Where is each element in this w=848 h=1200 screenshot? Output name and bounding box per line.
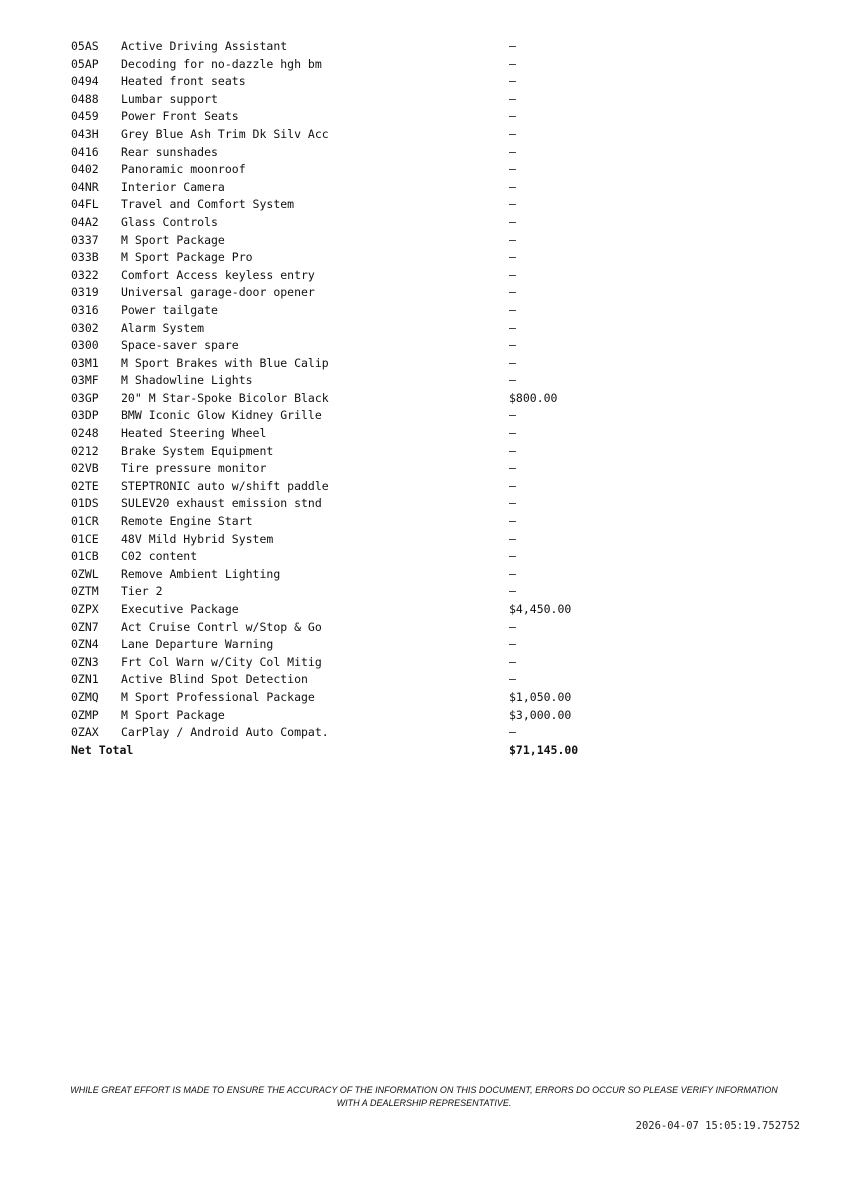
option-code: 0494: [71, 74, 99, 89]
option-description: C02 content: [121, 549, 198, 564]
option-price: —: [509, 197, 516, 212]
option-price: —: [509, 478, 516, 493]
option-row: [71, 91, 591, 109]
option-price: —: [509, 619, 516, 634]
option-row: [71, 232, 591, 250]
option-price: —: [509, 267, 516, 282]
option-row: [71, 407, 591, 425]
option-description: BMW Iconic Glow Kidney Grille: [121, 408, 322, 423]
option-description: Remote Engine Start: [121, 514, 253, 529]
option-row: [71, 214, 591, 232]
option-description: M Shadowline Lights: [121, 373, 253, 388]
option-code: 04NR: [71, 179, 99, 194]
option-code: 0ZWL: [71, 566, 99, 581]
option-code: 02VB: [71, 461, 99, 476]
option-code: 0248: [71, 426, 99, 441]
option-code: 033B: [71, 250, 99, 265]
option-description: Alarm System: [121, 320, 205, 335]
option-row: [71, 671, 591, 689]
option-code: 03GP: [71, 390, 99, 405]
option-price: —: [509, 549, 516, 564]
option-code: 0ZN3: [71, 654, 99, 669]
net-total-value: $71,145.00: [509, 742, 579, 757]
option-description: Interior Camera: [121, 179, 225, 194]
option-price: $800.00: [509, 390, 558, 405]
option-row: [71, 267, 591, 285]
option-description: Power Front Seats: [121, 109, 239, 124]
option-row: [71, 355, 591, 373]
option-code: 01CB: [71, 549, 99, 564]
option-code: 0322: [71, 267, 99, 282]
option-code: 0300: [71, 338, 99, 353]
option-description: Universal garage-door opener: [121, 285, 315, 300]
option-price: —: [509, 725, 516, 740]
option-row: [71, 495, 591, 513]
option-description: Heated Steering Wheel: [121, 426, 267, 441]
option-description: Lumbar support: [121, 91, 218, 106]
option-row: [71, 56, 591, 74]
option-row: [71, 566, 591, 584]
option-row: [71, 126, 591, 144]
option-row: [71, 179, 591, 197]
option-row: [71, 302, 591, 320]
option-code: 0ZPX: [71, 602, 99, 616]
option-description: CarPlay / Android Auto Compat.: [121, 725, 329, 740]
option-code: 01DS: [71, 496, 99, 511]
option-row: [71, 108, 591, 126]
option-price: —: [509, 285, 516, 300]
option-price: —: [509, 426, 516, 441]
print-timestamp: 2026-04-07 15:05:19.752752: [635, 1120, 800, 1132]
option-row: [71, 583, 591, 601]
option-row: [71, 724, 591, 742]
option-row: [71, 548, 591, 566]
option-code: 0ZTM: [71, 584, 99, 599]
option-code: 043H: [71, 126, 99, 141]
option-code: 01CR: [71, 514, 99, 529]
option-price: —: [509, 373, 516, 388]
option-code: 0ZN4: [71, 637, 99, 652]
option-code: 0212: [71, 443, 99, 458]
option-code: 04FL: [71, 197, 99, 212]
option-price: —: [509, 56, 516, 71]
option-code: 0302: [71, 320, 99, 335]
option-row: [71, 320, 591, 338]
option-description: Glass Controls: [121, 214, 218, 229]
option-code: 0459: [71, 109, 99, 124]
option-price: —: [509, 126, 516, 141]
option-code: 0ZMQ: [71, 689, 99, 704]
option-description: Executive Package: [121, 602, 239, 616]
option-description: Frt Col Warn w/City Col Mitig: [121, 654, 322, 669]
option-description: M Sport Package: [121, 232, 225, 247]
option-row: [71, 636, 591, 654]
option-row: [71, 531, 591, 549]
option-row: [71, 144, 591, 162]
option-code: 0ZAX: [71, 725, 99, 740]
option-description: M Sport Brakes with Blue Calip: [121, 355, 329, 370]
option-code: 05AP: [71, 56, 99, 71]
option-row: [71, 689, 591, 707]
option-description: Remove Ambient Lighting: [121, 566, 281, 581]
option-price: —: [509, 338, 516, 353]
option-price: —: [509, 214, 516, 229]
option-code: 0ZN1: [71, 672, 99, 687]
option-price: —: [509, 461, 516, 476]
option-price: —: [509, 654, 516, 669]
option-description: Brake System Equipment: [121, 443, 274, 458]
option-row: [71, 460, 591, 478]
option-code: 0ZMP: [71, 707, 99, 722]
option-code: 0ZN7: [71, 619, 99, 634]
option-row: [71, 372, 591, 390]
option-row: [71, 73, 591, 91]
option-row: [71, 513, 591, 531]
option-description: Tier 2: [121, 584, 163, 599]
options-table: [71, 38, 591, 759]
option-description: Space-saver spare: [121, 338, 239, 353]
option-description: Decoding for no-dazzle hgh bm: [121, 56, 322, 71]
option-code: 0488: [71, 91, 99, 106]
option-price: —: [509, 355, 516, 370]
option-description: Active Blind Spot Detection: [121, 672, 308, 687]
option-code: 0416: [71, 144, 99, 159]
option-row: [71, 390, 591, 408]
option-description: Panoramic moonroof: [121, 162, 246, 177]
option-price: —: [509, 408, 516, 423]
option-row: [71, 425, 591, 443]
option-row: [71, 38, 591, 56]
net-total-label: Net Total: [71, 742, 134, 757]
option-price: —: [509, 320, 516, 335]
option-price: —: [509, 531, 516, 546]
option-rows: [71, 38, 591, 742]
option-description: M Sport Package Pro: [121, 250, 253, 265]
option-price: $3,000.00: [509, 707, 572, 722]
option-row: [71, 337, 591, 355]
option-row: [71, 601, 591, 619]
option-code: 0402: [71, 162, 99, 177]
option-description: Comfort Access keyless entry: [121, 267, 315, 282]
option-price: —: [509, 584, 516, 599]
option-row: [71, 707, 591, 725]
option-description: Tire pressure monitor: [121, 461, 267, 476]
option-price: —: [509, 496, 516, 511]
option-price: —: [509, 144, 516, 159]
option-description: M Sport Package: [121, 707, 225, 722]
option-code: 01CE: [71, 531, 99, 546]
option-price: —: [509, 179, 516, 194]
option-description: 48V Mild Hybrid System: [121, 531, 274, 546]
option-description: Grey Blue Ash Trim Dk Silv Acc: [121, 126, 329, 141]
option-price: —: [509, 232, 516, 247]
option-price: $4,450.00: [509, 602, 572, 616]
option-description: Active Driving Assistant: [121, 39, 288, 53]
option-price: —: [509, 109, 516, 124]
option-code: 05AS: [71, 39, 99, 53]
option-description: Lane Departure Warning: [121, 637, 274, 652]
option-code: 0319: [71, 285, 99, 300]
option-code: 02TE: [71, 478, 99, 493]
option-price: —: [509, 162, 516, 177]
option-code: 0337: [71, 232, 99, 247]
option-description: M Sport Professional Package: [121, 689, 315, 704]
option-row: [71, 161, 591, 179]
option-row: [71, 619, 591, 637]
option-row: [71, 478, 591, 496]
option-price: —: [509, 514, 516, 529]
option-description: SULEV20 exhaust emission stnd: [121, 496, 322, 511]
option-description: Rear sunshades: [121, 144, 218, 159]
option-description: Heated front seats: [121, 74, 246, 89]
option-code: 0316: [71, 302, 99, 317]
option-price: —: [509, 302, 516, 317]
option-code: 03MF: [71, 373, 99, 388]
option-price: —: [509, 672, 516, 687]
option-price: —: [509, 39, 516, 53]
option-row: [71, 443, 591, 461]
option-description: 20" M Star-Spoke Bicolor Black: [121, 390, 329, 405]
option-price: —: [509, 91, 516, 106]
option-price: —: [509, 637, 516, 652]
option-row: [71, 654, 591, 672]
option-description: STEPTRONIC auto w/shift paddle: [121, 478, 329, 493]
option-description: Travel and Comfort System: [121, 197, 295, 212]
net-total-row: [71, 742, 591, 760]
disclaimer-text: WHILE GREAT EFFORT IS MADE TO ENSURE THE ACCURACY OF THE INFORMATION ON THIS DOCUMENT, ERRORS DO OCCUR SO PLEASE VERIFY INFORMATION WITH A DEALERSHIP REPRESENTATIVE.: [70, 1085, 778, 1108]
option-price: —: [509, 250, 516, 265]
option-price: —: [509, 74, 516, 89]
option-row: [71, 284, 591, 302]
option-row: [71, 249, 591, 267]
option-price: —: [509, 566, 516, 581]
option-code: 03M1: [71, 355, 99, 370]
option-code: 04A2: [71, 214, 99, 229]
option-code: 03DP: [71, 408, 99, 423]
option-row: [71, 196, 591, 214]
option-description: Power tailgate: [121, 302, 218, 317]
option-description: Act Cruise Contrl w/Stop & Go: [121, 619, 322, 634]
option-price: $1,050.00: [509, 689, 572, 704]
option-price: —: [509, 443, 516, 458]
